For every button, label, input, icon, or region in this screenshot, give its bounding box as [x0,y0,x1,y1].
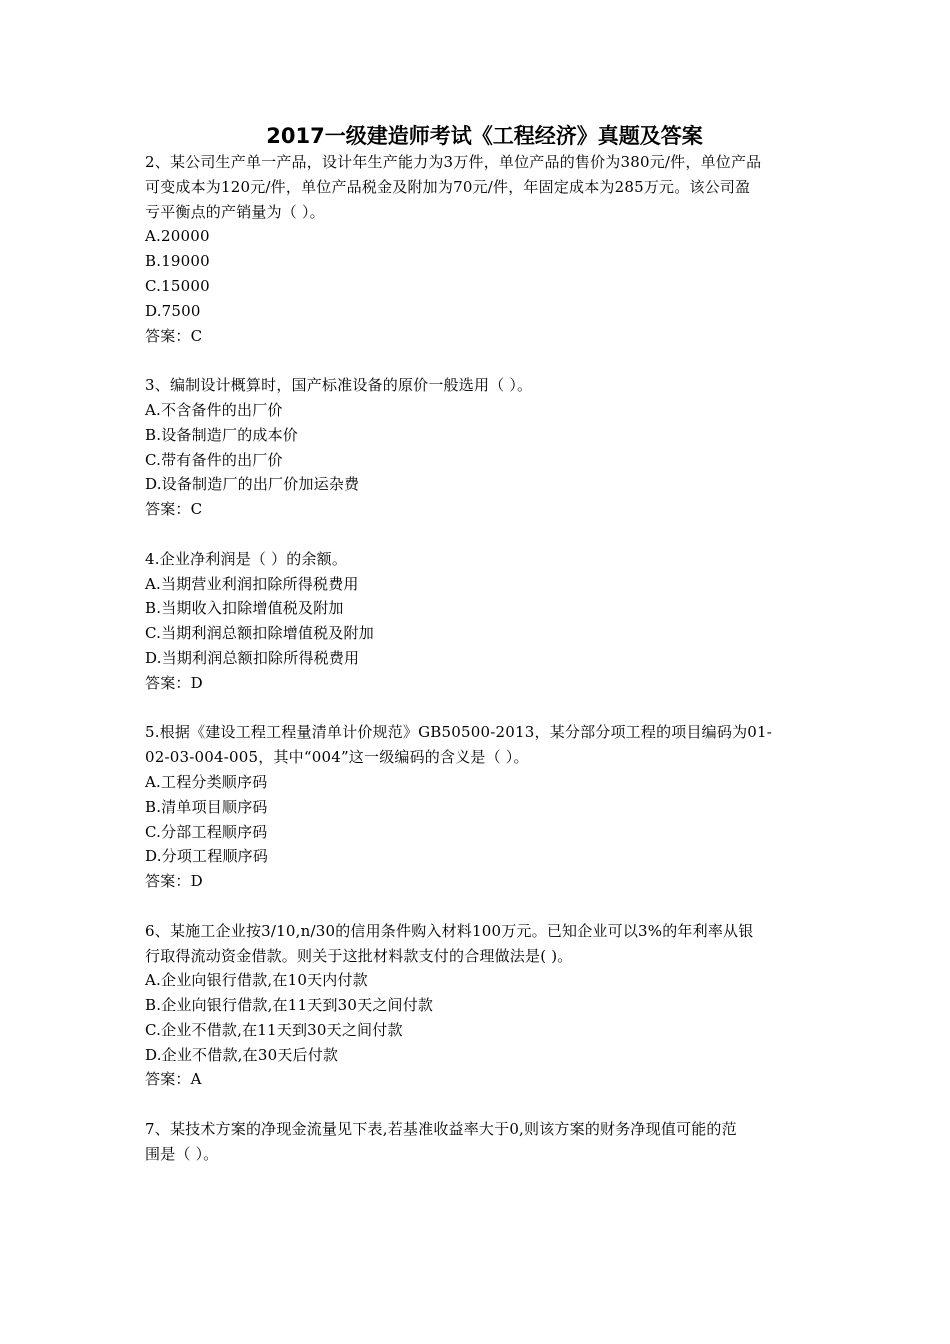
question-text-line: 围是（ ）。 [145,1144,219,1163]
answer-line: 答案：D [145,673,203,692]
spacer [145,1092,810,1117]
answer-line: 答案：A [145,1070,202,1089]
question-text-line: 行取得流动资金借款。则关于这批材料款支付的合理做法是( )。 [145,946,573,965]
document-page [145,122,810,1167]
option-b: B.清单项目顺序码 [145,797,268,816]
option-b: B.设备制造厂的成本价 [145,425,298,444]
answer-line: 答案：C [145,326,203,345]
question-block [145,720,810,894]
question-text-line: 02-03-004-005，其中“004”这一级编码的含义是（ ）。 [145,748,529,767]
option-d: D.当期利润总额扣除所得税费用 [145,648,360,667]
option-a: A.企业向银行借款,在10天内付款 [145,971,368,990]
option-b: B.19000 [145,252,210,271]
option-b: B.企业向银行借款,在11天到30天之间付款 [145,996,434,1015]
question-text-line: 6、某施工企业按3/10,n/30的信用条件购入材料100万元。已知企业可以3%的年利率从银 [145,921,754,940]
spacer [145,522,810,547]
option-a: A.工程分类顺序码 [145,772,268,791]
question-text-line: 亏平衡点的产销量为（ ）。 [145,202,325,221]
option-c: C.15000 [145,276,210,295]
spacer [145,696,810,721]
question-text-line: 4.企业净利润是（ ）的余额。 [145,549,348,568]
spacer [145,894,810,919]
option-c: C.带有备件的出厂价 [145,450,283,469]
question-text-line: 可变成本为120元/件，单位产品税金及附加为70元/件，年固定成本为285万元。该公司盈 [145,177,751,196]
answer-line: 答案：D [145,872,203,891]
question-text-line: 5.根据《建设工程工程量清单计价规范》GB50500-2013，某分部分项工程的项目编码为01- [145,723,773,742]
option-c: C.分部工程顺序码 [145,822,268,841]
option-a: A.20000 [145,227,210,246]
option-d: D.分项工程顺序码 [145,847,269,866]
question-block [145,150,810,348]
question-text-line: 7、某技术方案的净现金流量见下表,若基准收益率大于0,则该方案的财务净现值可能的范 [145,1120,737,1139]
question-block [145,919,810,1093]
document-title: 2017一级建造师考试《工程经济》真题及答案 [266,124,703,148]
option-d: D.7500 [145,301,201,320]
option-a: A.不含备件的出厂价 [145,400,283,419]
answer-line: 答案：C [145,500,203,519]
question-block [145,547,810,696]
option-c: C.企业不借款,在11天到30天之间付款 [145,1020,403,1039]
option-d: D.设备制造厂的出厂价加运杂费 [145,475,360,494]
question-text-line: 2、某公司生产单一产品，设计年生产能力为3万件，单位产品的售价为380元/件，单位产品 [145,153,762,171]
question-block [145,1117,810,1167]
option-a: A.当期营业利润扣除所得税费用 [145,574,359,593]
option-c: C.当期利润总额扣除增值税及附加 [145,624,374,643]
question-block [145,373,810,522]
question-text-line: 3、编制设计概算时，国产标准设备的原价一般选用（ ）。 [145,376,533,395]
option-b: B.当期收入扣除增值税及附加 [145,599,344,618]
spacer [145,348,810,373]
option-d: D.企业不借款,在30天后付款 [145,1045,339,1064]
